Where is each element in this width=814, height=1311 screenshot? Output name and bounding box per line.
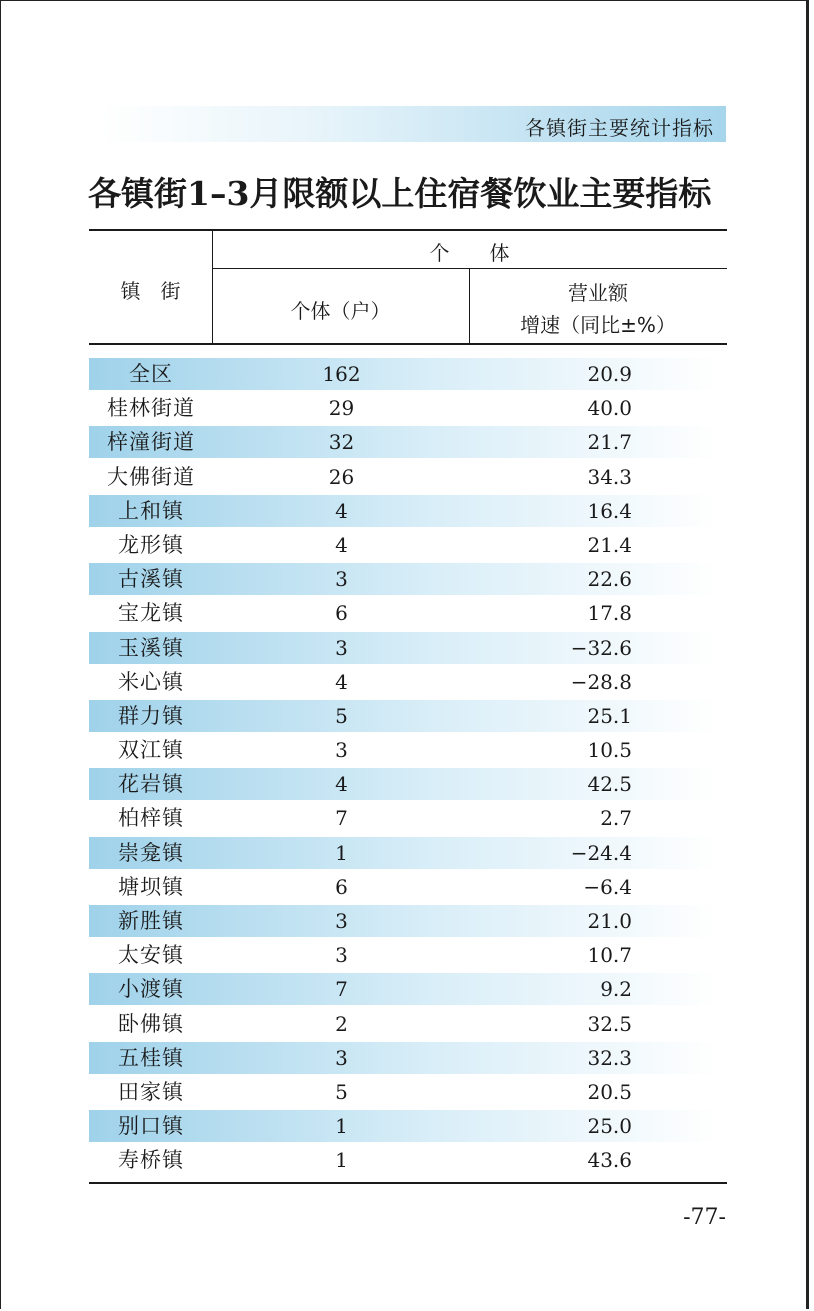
town-name-cell: 群力镇 [118, 703, 184, 728]
count-cell: 4 [335, 669, 348, 694]
growth-cell: 17.8 [587, 601, 632, 626]
growth-cell: 32.5 [587, 1011, 632, 1036]
town-name-cell: 太安镇 [118, 943, 184, 968]
table-row [89, 972, 727, 1006]
growth-cell: 9.2 [600, 977, 632, 1002]
growth-cell: 20.5 [587, 1079, 632, 1104]
table-body [89, 357, 727, 1178]
town-name-cell: 双江镇 [118, 738, 184, 763]
count-cell: 3 [335, 1045, 348, 1070]
growth-cell: 21.0 [587, 909, 632, 933]
town-name-cell: 古溪镇 [118, 567, 184, 592]
town-name-cell: 柏梓镇 [118, 806, 184, 831]
count-cell: 3 [335, 635, 348, 660]
growth-cell: 2.7 [600, 806, 632, 831]
table-row [89, 425, 727, 459]
header-count: 个体（户） [290, 299, 391, 323]
town-name-cell: 小渡镇 [118, 977, 184, 1002]
growth-cell: −32.6 [570, 635, 632, 660]
table-row [89, 938, 727, 972]
table-row [89, 562, 727, 596]
count-cell: 3 [335, 567, 348, 592]
growth-cell: 34.3 [587, 464, 632, 489]
town-name-cell: 别口镇 [118, 1114, 184, 1139]
town-name-cell: 五桂镇 [118, 1045, 184, 1070]
town-name-cell: 寿桥镇 [118, 1148, 184, 1173]
growth-cell: 16.4 [587, 498, 632, 523]
town-name-cell: 梓潼街道 [107, 430, 195, 455]
count-cell: 7 [335, 806, 348, 831]
running-header-band [100, 106, 726, 142]
header-growth-line2: 增速（同比±%） [520, 313, 676, 337]
table-row [89, 1007, 727, 1041]
running-header: 各镇街主要统计指标 [525, 116, 714, 140]
growth-cell: 21.4 [587, 532, 632, 557]
table-row [89, 665, 727, 699]
growth-cell: −24.4 [570, 840, 632, 865]
page-title: 各镇街1–3月限额以上住宿餐饮业主要指标 [88, 174, 712, 213]
table-row [89, 1075, 727, 1109]
count-cell: 5 [335, 1079, 348, 1104]
table-row [89, 801, 727, 835]
table-row [89, 699, 727, 733]
table-row [89, 391, 727, 425]
header-group: 个 体 [429, 241, 510, 265]
growth-cell: 10.5 [587, 738, 632, 763]
page-number: -77- [683, 1205, 726, 1230]
growth-cell: 10.7 [587, 943, 632, 968]
count-cell: 6 [335, 601, 348, 626]
growth-cell: −28.8 [570, 669, 632, 694]
town-name-cell: 米心镇 [118, 669, 184, 694]
town-name-cell: 全区 [129, 362, 173, 386]
town-name-cell: 塘坝镇 [118, 874, 184, 899]
header-bottom-rule [89, 343, 727, 345]
growth-cell: 32.3 [587, 1045, 632, 1070]
town-name-cell: 桂林街道 [107, 396, 195, 421]
table-row [89, 528, 727, 562]
town-name-cell: 上和镇 [118, 498, 184, 523]
table-row [89, 596, 727, 630]
header-town: 镇 街 [120, 279, 181, 303]
town-name-cell: 崇龛镇 [118, 840, 184, 865]
town-name-cell: 花岩镇 [118, 772, 184, 797]
table-row [89, 733, 727, 767]
table-row [89, 357, 727, 391]
table-row [89, 1109, 727, 1143]
count-cell: 4 [335, 772, 348, 797]
count-cell: 3 [335, 943, 348, 968]
count-cell: 2 [335, 1011, 348, 1036]
table-row [89, 836, 727, 870]
count-cell: 1 [335, 1148, 348, 1173]
table-row [89, 767, 727, 801]
growth-cell: 43.6 [587, 1148, 632, 1173]
town-name-cell: 新胜镇 [118, 909, 184, 933]
table-row [89, 1143, 727, 1177]
growth-cell: −6.4 [583, 874, 632, 899]
count-cell: 26 [328, 464, 355, 489]
town-name-cell: 龙形镇 [118, 532, 184, 557]
count-cell: 7 [335, 977, 348, 1002]
growth-cell: 42.5 [587, 772, 632, 797]
count-cell: 4 [335, 498, 348, 523]
growth-cell: 21.7 [587, 430, 632, 455]
count-cell: 29 [328, 396, 355, 421]
count-cell: 32 [328, 430, 355, 455]
growth-cell: 22.6 [587, 567, 632, 592]
count-cell: 3 [335, 738, 348, 763]
count-cell: 1 [335, 840, 348, 865]
growth-cell: 20.9 [587, 362, 632, 386]
count-cell: 3 [335, 909, 348, 933]
count-cell: 4 [335, 532, 348, 557]
table-row [89, 870, 727, 904]
growth-cell: 40.0 [587, 396, 632, 421]
growth-cell: 25.1 [587, 703, 632, 728]
table-row [89, 904, 727, 938]
count-cell: 6 [335, 874, 348, 899]
town-name-cell: 大佛街道 [107, 464, 195, 489]
table-row [89, 1041, 727, 1075]
town-name-cell: 卧佛镇 [118, 1011, 184, 1036]
town-name-cell: 田家镇 [118, 1079, 184, 1104]
growth-cell: 25.0 [587, 1114, 632, 1139]
table-row [89, 494, 727, 528]
count-cell: 1 [335, 1114, 348, 1139]
table-row [89, 631, 727, 665]
town-name-cell: 玉溪镇 [118, 635, 184, 660]
header-growth-line1: 营业额 [568, 281, 628, 305]
town-name-cell: 宝龙镇 [118, 601, 184, 626]
table-row [89, 460, 727, 494]
table-bottom-rule [89, 1182, 727, 1184]
count-cell: 162 [322, 362, 361, 386]
table-top-rule [89, 229, 727, 231]
count-cell: 5 [335, 703, 348, 728]
